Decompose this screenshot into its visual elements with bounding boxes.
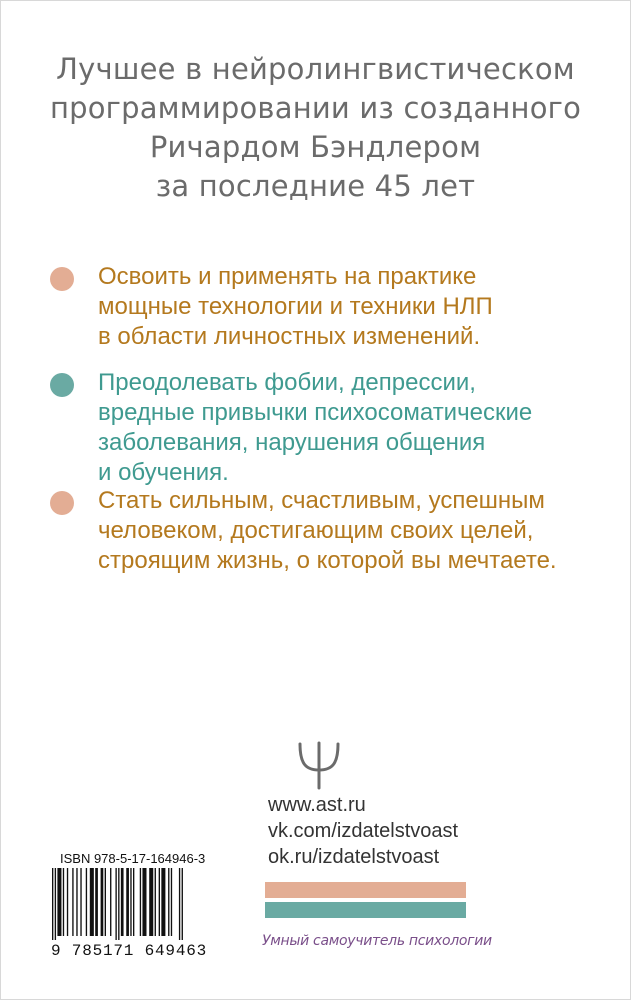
barcode-bar — [55, 868, 56, 940]
barcode-bar — [161, 868, 165, 936]
psi-icon — [296, 740, 342, 790]
barcode-bar — [80, 868, 81, 936]
bullet-text — [98, 486, 598, 576]
bullet-text — [98, 368, 598, 488]
barcode-bar — [168, 868, 169, 936]
series-title: Умный самоучитель психологии — [262, 933, 492, 949]
barcode-bar — [76, 868, 77, 936]
bullet-line: и обучения. — [98, 459, 229, 486]
barcode-bar — [86, 868, 87, 936]
barcode-bar — [142, 868, 146, 936]
bullet-line: человеком, достигающим своих целей, — [98, 517, 534, 544]
barcode-bar — [159, 868, 160, 936]
barcode-bar — [67, 868, 68, 936]
bullet-line: Преодолевать фобии, депрессии, — [98, 369, 476, 396]
barcode-graphic — [50, 868, 210, 942]
stripe-salmon — [265, 882, 466, 898]
barcode-bar — [179, 868, 180, 940]
barcode-bar — [90, 868, 94, 936]
barcode-bar — [155, 868, 156, 936]
bullet-dot — [50, 373, 74, 397]
barcode-bar — [63, 868, 64, 936]
publisher-links — [268, 792, 458, 870]
barcode-bar — [57, 868, 61, 936]
link-vk[interactable]: vk.com/izdatelstvoast — [268, 820, 459, 842]
isbn-label: ISBN 978-5-17-164946-3 — [60, 851, 206, 866]
headline-line: за последние 45 лет — [155, 169, 476, 203]
barcode-digits: 9 785171 649463 — [51, 942, 208, 960]
bullet-dot — [50, 267, 74, 291]
bullet-line: заболевания, нарушения общения — [98, 429, 486, 456]
bullet-line: строящим жизнь, о которой вы мечтаете. — [98, 547, 557, 574]
barcode-bar — [171, 868, 172, 936]
barcode-bar — [110, 868, 111, 936]
link-ok[interactable]: ok.ru/izdatelstvoast — [268, 846, 440, 868]
bullet-line: вредные привычки психосоматические — [98, 399, 533, 426]
link-ast-site[interactable]: www.ast.ru — [268, 794, 366, 816]
bullet-dot — [50, 491, 74, 515]
barcode-bar — [72, 868, 73, 936]
barcode-bar — [105, 868, 106, 936]
stripe-teal — [265, 902, 466, 918]
barcode-bar — [140, 868, 141, 936]
barcode-bar — [52, 868, 53, 940]
headline-line: Ричардом Бэндлером — [149, 130, 482, 164]
barcode-bar — [126, 868, 129, 936]
bullet-text — [98, 262, 598, 352]
barcode-bar — [101, 868, 104, 936]
bullet-line: мощные технологии и техники НЛП — [98, 293, 493, 320]
bullet-line: в области личностных изменений. — [98, 323, 481, 350]
barcode-bar — [118, 868, 119, 940]
barcode-bar — [182, 868, 183, 940]
bullet-line: Освоить и применять на практике — [98, 263, 477, 290]
barcode-bar — [133, 868, 134, 936]
bullet-line: Стать сильным, счастливым, успешным — [98, 487, 545, 514]
headline — [0, 50, 631, 206]
headline-line: Лучшее в нейролингвистическом — [56, 52, 575, 86]
barcode-bar — [130, 868, 131, 936]
barcode-bar — [121, 868, 124, 936]
barcode-bar — [95, 868, 98, 936]
headline-line: программировании из созданного — [49, 91, 582, 125]
barcode-bar — [115, 868, 116, 940]
barcode-bar — [149, 868, 153, 936]
